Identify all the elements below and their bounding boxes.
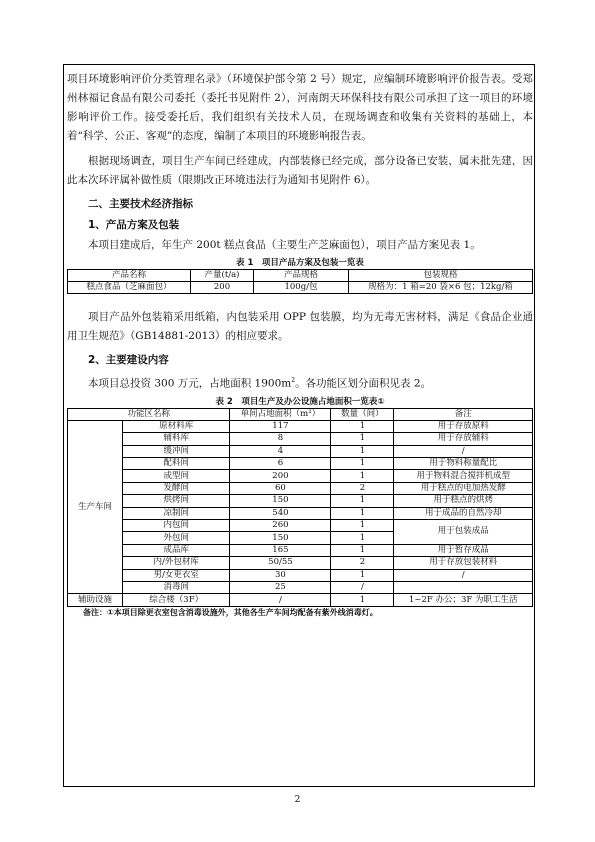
table-cell: 辅料库 — [123, 433, 230, 445]
table-row — [68, 420, 533, 432]
table-cell: 2 — [331, 482, 394, 494]
table-cell: 1 — [331, 420, 394, 432]
table-cell: 1 — [331, 458, 394, 470]
table-cell-merged: 用于包装成品 — [394, 520, 533, 545]
table-cell: 1 — [331, 445, 394, 457]
table-cell: 糕点食品（芝麻面包） — [68, 282, 191, 294]
table-cell: 规格为：1 箱=20 袋×6 包；12kg/箱 — [349, 282, 533, 294]
table-cell: 综合楼（3F） — [123, 594, 230, 606]
investment-text-end: 。各功能区划分面积见表 2。 — [295, 377, 432, 390]
section-heading-indicators: 二、主要技术经济指标 — [88, 198, 193, 210]
table-cell: 发酵间 — [123, 482, 230, 494]
table-cell: 成品库 — [123, 544, 230, 556]
product-table — [67, 269, 533, 294]
table-row — [68, 482, 533, 494]
table-cell: 用于暂存成品 — [394, 544, 533, 556]
table-header: 单间占地面积（m²） — [230, 408, 331, 420]
table-cell: 165 — [230, 544, 331, 556]
table-cell: 1~2F 办公；3F 为职工生活 — [394, 594, 533, 606]
table-cell: 4 — [230, 445, 331, 457]
table-cell: / — [394, 569, 533, 581]
table-cell: / — [331, 581, 394, 593]
table-row — [68, 581, 533, 593]
subsection-heading-construction: 2、主要建设内容 — [88, 354, 169, 366]
table1-caption: 表 1 项目产品方案及包装一览表 — [236, 258, 364, 268]
table-header: 备注 — [394, 408, 533, 420]
table-cell: 8 — [230, 433, 331, 445]
subsection-heading-products: 1、产品方案及包装 — [88, 219, 180, 231]
table-note: 备注：①本项目除更衣室包含消毒设施外，其他各生产车间均配备有紫外线消毒灯。 — [83, 607, 378, 617]
table-cell: 2 — [331, 557, 394, 569]
table-cell: 60 — [230, 482, 331, 494]
table-cell: 配料间 — [123, 458, 230, 470]
table-row — [68, 495, 533, 507]
table-cell: 用于存放辅料 — [394, 433, 533, 445]
table-row — [68, 520, 533, 532]
table-cell: 1 — [331, 507, 394, 519]
table-row — [68, 594, 533, 606]
table-header: 包装规格 — [349, 270, 533, 282]
table-cell: 1 — [331, 532, 394, 544]
table-cell: 用于物料称量配比 — [394, 458, 533, 470]
table-cell: / — [394, 445, 533, 457]
table-row — [68, 569, 533, 581]
table-row — [68, 507, 533, 519]
table-cell: 男/女更衣室 — [123, 569, 230, 581]
facility-table — [67, 408, 533, 607]
table-cell: 烘烤间 — [123, 495, 230, 507]
table-row — [68, 433, 533, 445]
table-cell: 用于存放包装材料 — [394, 557, 533, 569]
table-row — [68, 470, 533, 482]
table-cell: 内/外包材库 — [123, 557, 230, 569]
table-cell: 30 — [230, 569, 331, 581]
paragraph-survey: 根据现场调查，项目生产车间已经建成，内部装修已经完成，部分设备已安装，属未批先建，因此本次环评属补做性质（限期改正环境违法行为通知书见附件 6）。 — [67, 155, 533, 186]
table-cell: 1 — [331, 520, 394, 532]
table-cell: 原材料库 — [123, 420, 230, 432]
table-header: 产量(t/a) — [191, 270, 254, 282]
table-cell: 150 — [230, 495, 331, 507]
table-cell: 用于存放原料 — [394, 420, 533, 432]
table-header-row — [68, 270, 533, 282]
table-cell: 1 — [331, 470, 394, 482]
table-cell: 外包间 — [123, 532, 230, 544]
table-header-row — [68, 408, 533, 420]
table-cell: 260 — [230, 520, 331, 532]
table-cell: 1 — [331, 433, 394, 445]
paragraph-investment — [67, 371, 533, 394]
table-cell: 50/55 — [230, 557, 331, 569]
table-cell: 200 — [230, 470, 331, 482]
table-cell: 540 — [230, 507, 331, 519]
investment-text: 本项目总投资 300 万元，占地面积 1900m — [88, 377, 292, 390]
table-cell: 用于成品的自然冷却 — [394, 507, 533, 519]
table-cell: 117 — [230, 420, 331, 432]
page-number: 2 — [294, 795, 301, 805]
table-row — [68, 282, 533, 294]
group-cell-auxiliary: 辅助设施 — [68, 594, 123, 606]
paragraph-packaging: 项目产品外包装箱采用纸箱，内包装采用 OPP 包装膜，均为无毒无害材料，满足《食品企业通用卫生规范》（GB14881-2013）的相应要求。 — [67, 311, 533, 342]
table-header: 产品规格 — [254, 270, 349, 282]
table-cell: 用于糕点的电加热发酵 — [394, 482, 533, 494]
table-cell: 用于糕点的烘烤 — [394, 495, 533, 507]
table-header: 功能区名称 — [68, 408, 230, 420]
table-cell: 缓冲间 — [123, 445, 230, 457]
table-cell: 6 — [230, 458, 331, 470]
table-row — [68, 445, 533, 457]
table-cell: 消毒间 — [123, 581, 230, 593]
table-cell: 1 — [331, 594, 394, 606]
table-cell: 1 — [331, 544, 394, 556]
table-cell — [394, 581, 533, 593]
table-row — [68, 557, 533, 569]
table-cell: 1 — [331, 569, 394, 581]
table-cell: 25 — [230, 581, 331, 593]
table-row — [68, 458, 533, 470]
document-body — [67, 68, 533, 619]
table-cell: 成型间 — [123, 470, 230, 482]
table-cell: 200 — [191, 282, 254, 294]
table-header: 产品名称 — [68, 270, 191, 282]
paragraph-product-plan: 本项目建成后，年生产 200t 糕点食品（主要生产芝麻面包），项目产品方案见表 1。 — [88, 239, 481, 251]
area-unit-superscript: 2 — [291, 377, 296, 384]
table-cell: 1 — [331, 495, 394, 507]
table-cell: 100g/包 — [254, 282, 349, 294]
table-cell: 凉制间 — [123, 507, 230, 519]
table-cell: 150 — [230, 532, 331, 544]
table-cell: / — [230, 594, 331, 606]
table-header: 数量（间） — [331, 408, 394, 420]
table-cell: 内包间 — [123, 520, 230, 532]
group-cell-production: 生产车间 — [68, 420, 123, 593]
paragraph-intro: 项目环境影响评价分类管理名录》（环境保护部令第 2 号）规定，应编制环境影响评价报告表。受郑州林福记食品有限公司委托（委托书见附件 2），河南朗天环保科技有限公司承担了这一项目的环境影响评价工作。接受委托后，我们组织有关技术人员，在现场调查和收集有关资料的基础上，本着“科学、公正、客观”的态度，编制了本项目的环境影响报告表。 — [67, 73, 533, 142]
table-cell: 用于物料混合搅拌机成型 — [394, 470, 533, 482]
table2-caption: 表 2 项目生产及办公设施占地面积一览表① — [215, 396, 385, 407]
table-row — [68, 544, 533, 556]
